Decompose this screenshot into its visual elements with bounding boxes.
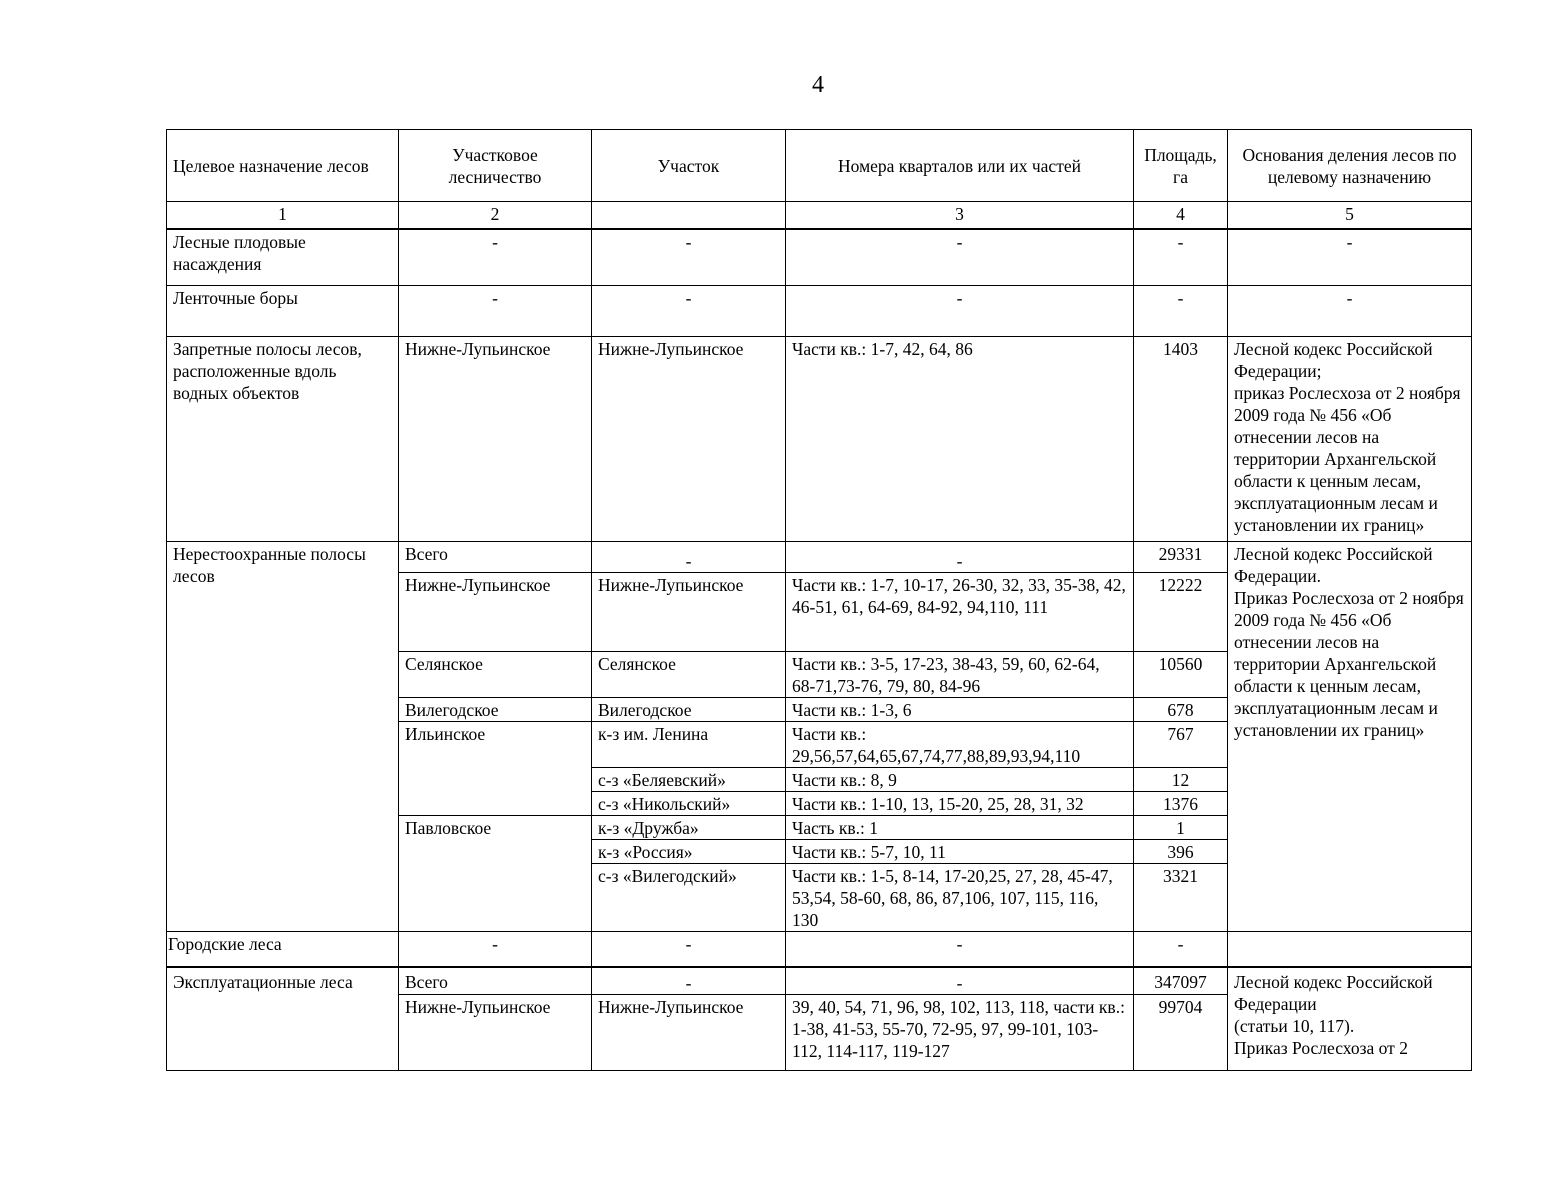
quarters-cell: -	[786, 229, 1134, 286]
column-number-row	[167, 202, 1472, 229]
district-cell: -	[399, 286, 592, 337]
purpose-cell: Городские леса	[167, 932, 399, 967]
area-cell: 1403	[1134, 337, 1228, 542]
district-cell: Всего	[399, 967, 592, 995]
basis-cell	[1228, 967, 1472, 1071]
col-number: 1	[167, 202, 399, 229]
quarters-cell: -	[786, 286, 1134, 337]
area-cell: 396	[1134, 840, 1228, 864]
district-cell: Нижне-Лупьинское	[399, 573, 592, 652]
area-cell: 767	[1134, 722, 1228, 768]
table-row	[167, 932, 1472, 967]
purpose-cell: Нерестоохранные полосы лесов	[167, 542, 399, 932]
district-cell: Ильинское	[399, 722, 592, 816]
quarters-cell: Части кв.: 1-5, 8-14, 17-20,25, 27, 28, 45-47, 53,54, 58-60, 68, 86, 87,106, 107, 115, 116, 130	[786, 864, 1134, 932]
table-row	[167, 229, 1472, 286]
col-number	[592, 202, 786, 229]
plot-cell: Нижне-Лупьинское	[592, 995, 786, 1071]
purpose-cell: Ленточные боры	[167, 286, 399, 337]
purpose-cell: Лесные плодовые насаждения	[167, 229, 399, 286]
header-area: Площадь, га	[1134, 130, 1228, 202]
basis-cell: -	[1228, 229, 1472, 286]
table-row	[167, 542, 1472, 573]
district-cell: Павловское	[399, 816, 592, 932]
area-cell: 3321	[1134, 864, 1228, 932]
col-number: 3	[786, 202, 1134, 229]
plot-cell: с-з «Никольский»	[592, 792, 786, 816]
area-cell: 678	[1134, 698, 1228, 722]
area-cell: 10560	[1134, 652, 1228, 698]
forest-purpose-table	[166, 129, 1472, 1071]
quarters-cell: Части кв.: 5-7, 10, 11	[786, 840, 1134, 864]
plot-cell: -	[592, 967, 786, 995]
basis-cell	[1228, 932, 1472, 967]
plot-cell: с-з «Вилегодский»	[592, 864, 786, 932]
plot-cell: к-з им. Ленина	[592, 722, 786, 768]
basis-line: Приказ Рослесхоза от 2	[1234, 1037, 1408, 1058]
header-quarters: Номера кварталов или их частей	[786, 130, 1134, 202]
plot-cell: Селянское	[592, 652, 786, 698]
purpose-cell: Запретные полосы лесов, расположенные вдоль водных объектов	[167, 337, 399, 542]
district-cell: Всего	[399, 542, 592, 573]
header-district-forestry: Участковое лесничество	[399, 130, 592, 202]
basis-line: Лесной кодекс Российской Федерации.	[1234, 544, 1433, 586]
area-cell: 1	[1134, 816, 1228, 840]
area-cell: 29331	[1134, 542, 1228, 573]
quarters-cell: -	[786, 967, 1134, 995]
plot-cell: -	[592, 542, 786, 573]
area-cell: 12222	[1134, 573, 1228, 652]
plot-cell: Вилегодское	[592, 698, 786, 722]
area-cell: 12	[1134, 768, 1228, 792]
area-cell: 347097	[1134, 967, 1228, 995]
basis-cell: -	[1228, 286, 1472, 337]
quarters-cell: Части кв.: 29,56,57,64,65,67,74,77,88,89,93,94,110	[786, 722, 1134, 768]
plot-cell: -	[592, 286, 786, 337]
district-cell: Нижне-Лупьинское	[399, 337, 592, 542]
basis-line: приказ Рослесхоза от 2 ноября 2009 года № 456 «Об отнесении лесов на территории Архангельской области к ценным лесам, эксплуатационным лесам и установлении их границ»	[1234, 383, 1461, 535]
quarters-cell: Части кв.: 1-10, 13, 15-20, 25, 28, 31, 32	[786, 792, 1134, 816]
plot-cell: -	[592, 932, 786, 967]
district-cell: -	[399, 932, 592, 967]
area-cell: -	[1134, 286, 1228, 337]
quarters-cell: 39, 40, 54, 71, 96, 98, 102, 113, 118, части кв.: 1-38, 41-53, 55-70, 72-95, 97, 99-101, 103-112, 114-117, 119-127	[786, 995, 1134, 1071]
plot-cell: к-з «Россия»	[592, 840, 786, 864]
table-row	[167, 967, 1472, 995]
basis-line: Приказ Рослесхоза от 2 ноября 2009 года № 456 «Об отнесении лесов на территории Архангельской области к ценным лесам, эксплуатационным лесам и установлении их границ»	[1234, 588, 1464, 740]
plot-cell: Нижне-Лупьинское	[592, 573, 786, 652]
area-cell: -	[1134, 932, 1228, 967]
header-basis: Основания деления лесов по целевому назначению	[1228, 130, 1472, 202]
col-number: 2	[399, 202, 592, 229]
district-cell: Нижне-Лупьинское	[399, 995, 592, 1071]
table-row	[167, 337, 1472, 542]
district-cell: Вилегодское	[399, 698, 592, 722]
quarters-cell: Части кв.: 1-3, 6	[786, 698, 1134, 722]
header-row	[167, 130, 1472, 202]
basis-line: Лесной кодекс Российской Федерации;	[1234, 339, 1433, 381]
plot-cell: с-з «Беляевский»	[592, 768, 786, 792]
area-cell: -	[1134, 229, 1228, 286]
area-cell: 99704	[1134, 995, 1228, 1071]
basis-cell	[1228, 337, 1472, 542]
quarters-cell: Часть кв.: 1	[786, 816, 1134, 840]
quarters-cell: Части кв.: 3-5, 17-23, 38-43, 59, 60, 62-64, 68-71,73-76, 79, 80, 84-96	[786, 652, 1134, 698]
district-cell: -	[399, 229, 592, 286]
area-cell: 1376	[1134, 792, 1228, 816]
quarters-cell: -	[786, 542, 1134, 573]
header-purpose: Целевое назначение лесов	[167, 130, 399, 202]
quarters-cell: Части кв.: 8, 9	[786, 768, 1134, 792]
header-plot: Участок	[592, 130, 786, 202]
quarters-cell: -	[786, 932, 1134, 967]
plot-cell: Нижне-Лупьинское	[592, 337, 786, 542]
basis-cell	[1228, 542, 1472, 932]
district-cell: Селянское	[399, 652, 592, 698]
quarters-cell: Части кв.: 1-7, 10-17, 26-30, 32, 33, 35-38, 42, 46-51, 61, 64-69, 84-92, 94,110, 111	[786, 573, 1134, 652]
quarters-cell: Части кв.: 1-7, 42, 64, 86	[786, 337, 1134, 542]
col-number: 5	[1228, 202, 1472, 229]
col-number: 4	[1134, 202, 1228, 229]
basis-line: Лесной кодекс Российской Федерации	[1234, 971, 1433, 1014]
purpose-cell: Эксплуатационные леса	[167, 967, 399, 1071]
plot-cell: к-з «Дружба»	[592, 816, 786, 840]
table-row	[167, 286, 1472, 337]
page-number: 4	[812, 72, 824, 98]
basis-line: (статьи 10, 117).	[1234, 1015, 1355, 1036]
plot-cell: -	[592, 229, 786, 286]
